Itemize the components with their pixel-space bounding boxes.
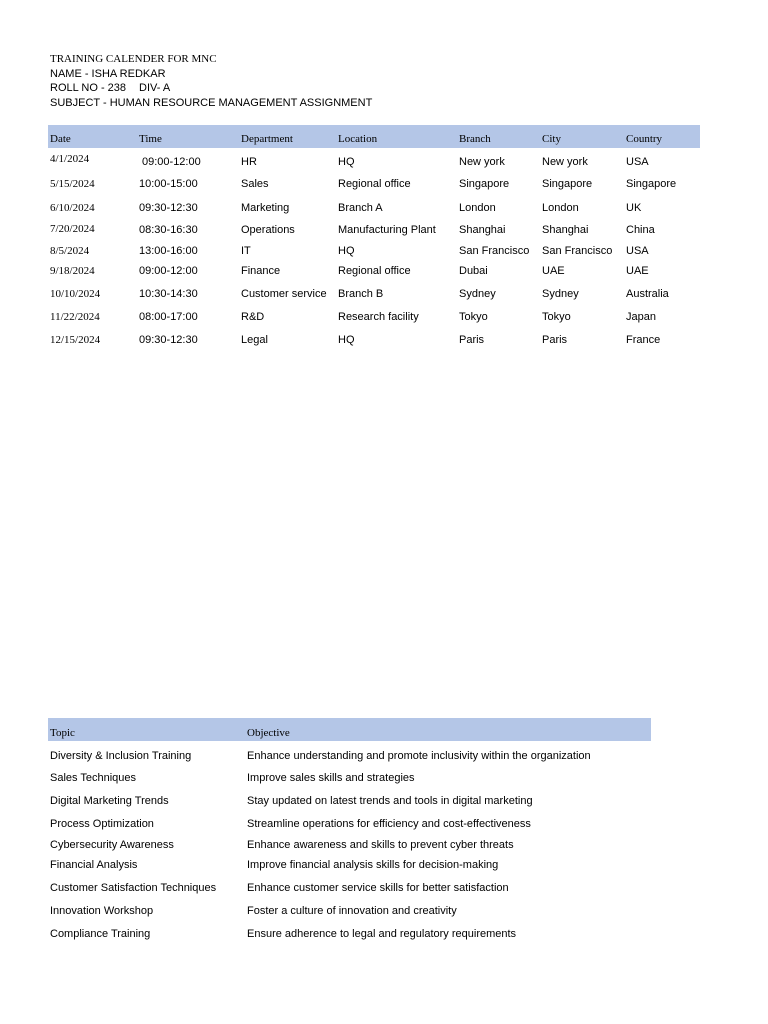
- cell-department: Marketing: [241, 202, 290, 214]
- cell-city: Tokyo: [542, 311, 571, 323]
- cell-objective: Stay updated on latest trends and tools in digital marketing: [247, 795, 533, 807]
- cell-city: San Francisco: [542, 245, 613, 257]
- cell-department: IT: [241, 245, 251, 257]
- schedule-col-branch: Branch: [459, 133, 491, 145]
- cell-country: France: [626, 334, 661, 346]
- cell-branch: London: [459, 202, 496, 214]
- cell-branch: San Francisco: [459, 245, 530, 257]
- cell-country: USA: [626, 156, 649, 168]
- cell-topic: Process Optimization: [50, 818, 154, 830]
- cell-country: UK: [626, 202, 642, 214]
- topics-header-band: [48, 718, 651, 741]
- cell-location: Manufacturing Plant: [338, 224, 436, 236]
- roll-number: ROLL NO - 238: [50, 82, 127, 94]
- cell-date: 11/22/2024: [50, 311, 100, 323]
- schedule-col-department: Department: [241, 133, 293, 145]
- cell-country: Australia: [626, 288, 669, 300]
- cell-date: 7/20/2024: [50, 223, 95, 235]
- cell-date: 5/15/2024: [50, 178, 95, 190]
- cell-objective: Improve sales skills and strategies: [247, 772, 415, 784]
- cell-objective: Foster a culture of innovation and creativity: [247, 905, 457, 917]
- cell-date: 6/10/2024: [50, 202, 95, 214]
- cell-branch: Sydney: [459, 288, 496, 300]
- schedule-col-city: City: [542, 133, 561, 145]
- cell-topic: Digital Marketing Trends: [50, 795, 169, 807]
- topics-col-topic: Topic: [50, 727, 75, 739]
- cell-location: Branch B: [338, 288, 384, 300]
- cell-location: Regional office: [338, 265, 411, 277]
- cell-time: 09:00-12:00: [142, 156, 201, 168]
- cell-branch: Singapore: [459, 178, 510, 190]
- cell-time: 09:30-12:30: [139, 334, 198, 346]
- cell-location: HQ: [338, 156, 355, 168]
- topics-col-objective: Objective: [247, 727, 290, 739]
- schedule-col-time: Time: [139, 133, 162, 145]
- cell-topic: Diversity & Inclusion Training: [50, 750, 192, 762]
- division: DIV- A: [139, 82, 171, 94]
- cell-country: UAE: [626, 265, 649, 277]
- cell-location: Regional office: [338, 178, 411, 190]
- cell-topic: Innovation Workshop: [50, 905, 154, 917]
- student-name: NAME - ISHA REDKAR: [50, 68, 166, 80]
- cell-objective: Enhance understanding and promote inclusivity within the organization: [247, 750, 591, 762]
- cell-time: 08:30-16:30: [139, 224, 198, 236]
- cell-time: 13:00-16:00: [139, 245, 198, 257]
- cell-location: Branch A: [338, 202, 383, 214]
- cell-city: Shanghai: [542, 224, 589, 236]
- cell-branch: New york: [459, 156, 505, 168]
- cell-topic: Financial Analysis: [50, 859, 138, 871]
- cell-city: London: [542, 202, 579, 214]
- cell-branch: Paris: [459, 334, 485, 346]
- cell-country: Singapore: [626, 178, 677, 190]
- cell-branch: Shanghai: [459, 224, 506, 236]
- cell-city: Singapore: [542, 178, 593, 190]
- cell-city: Paris: [542, 334, 568, 346]
- schedule-col-country: Country: [626, 133, 663, 145]
- schedule-col-location: Location: [338, 133, 378, 145]
- cell-department: Finance: [241, 265, 281, 277]
- cell-department: Legal: [241, 334, 268, 346]
- cell-city: UAE: [542, 265, 565, 277]
- cell-department: HR: [241, 156, 257, 168]
- cell-topic: Cybersecurity Awareness: [50, 839, 174, 851]
- cell-country: Japan: [626, 311, 656, 323]
- cell-department: Sales: [241, 178, 269, 190]
- cell-department: Operations: [241, 224, 295, 236]
- cell-time: 09:30-12:30: [139, 202, 198, 214]
- cell-topic: Compliance Training: [50, 928, 151, 940]
- cell-time: 10:30-14:30: [139, 288, 198, 300]
- cell-topic: Customer Satisfaction Techniques: [50, 882, 217, 894]
- cell-date: 4/1/2024: [50, 153, 90, 165]
- cell-objective: Improve financial analysis skills for decision-making: [247, 859, 499, 871]
- cell-country: USA: [626, 245, 649, 257]
- cell-objective: Streamline operations for efficiency and cost-effectiveness: [247, 818, 531, 830]
- document-title: TRAINING CALENDER FOR MNC: [50, 53, 217, 65]
- cell-time: 10:00-15:00: [139, 178, 198, 190]
- cell-country: China: [626, 224, 655, 236]
- cell-time: 09:00-12:00: [139, 265, 198, 277]
- subject-line: SUBJECT - HUMAN RESOURCE MANAGEMENT ASSIGNMENT: [50, 97, 373, 109]
- cell-date: 8/5/2024: [50, 245, 90, 257]
- cell-date: 12/15/2024: [50, 334, 101, 346]
- cell-department: R&D: [241, 311, 265, 323]
- cell-location: HQ: [338, 245, 355, 257]
- cell-location: HQ: [338, 334, 355, 346]
- cell-department: Customer service: [241, 288, 327, 300]
- schedule-col-date: Date: [50, 133, 71, 145]
- cell-city: Sydney: [542, 288, 579, 300]
- cell-date: 10/10/2024: [50, 288, 101, 300]
- cell-objective: Enhance awareness and skills to prevent cyber threats: [247, 839, 514, 851]
- cell-date: 9/18/2024: [50, 265, 95, 277]
- cell-branch: Dubai: [459, 265, 488, 277]
- cell-objective: Enhance customer service skills for better satisfaction: [247, 882, 509, 894]
- cell-city: New york: [542, 156, 588, 168]
- cell-objective: Ensure adherence to legal and regulatory requirements: [247, 928, 517, 940]
- cell-topic: Sales Techniques: [50, 772, 137, 784]
- cell-branch: Tokyo: [459, 311, 488, 323]
- cell-location: Research facility: [338, 311, 419, 323]
- cell-time: 08:00-17:00: [139, 311, 198, 323]
